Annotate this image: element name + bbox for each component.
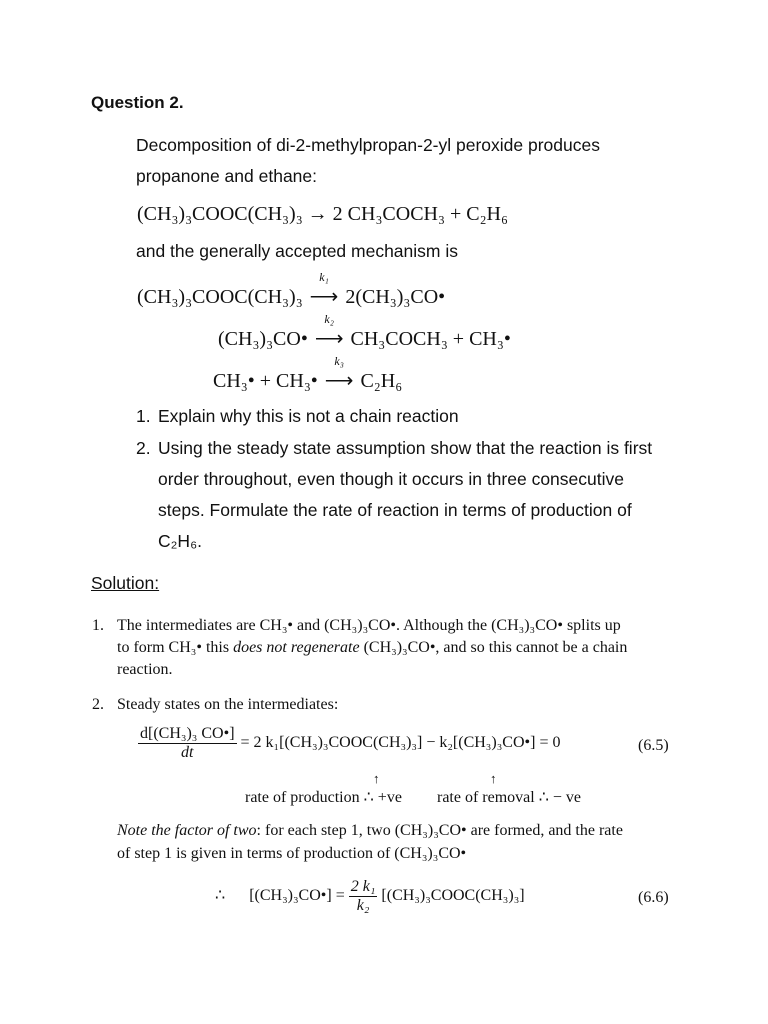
eq66-fraction [349, 878, 378, 915]
eq66-label: (6.6) [638, 889, 669, 906]
solution-title: Solution: [91, 573, 160, 593]
step-3-arrow: k₃ ⟶ [324, 354, 354, 392]
step-1-arrow: k₁ ⟶ [309, 270, 339, 308]
mechanism-step-1 [137, 270, 446, 309]
eq65-label: (6.5) [638, 737, 669, 754]
solution-2-number: 2. [92, 696, 104, 713]
equation-6-5 [138, 725, 560, 762]
step-3-rhs: C₂H₆ [360, 370, 403, 392]
solution-1-line-2-c: (CH₃)₃CO•, and so this cannot be a chain [359, 639, 628, 656]
note-line-2: of step 1 is given in terms of production of (CH₃)₃CO• [117, 845, 467, 862]
item-1-number: 1. [136, 406, 151, 426]
solution-1-line-3: reaction. [117, 661, 173, 678]
step-3-rate-constant: k₃ [334, 354, 344, 368]
eq65-numerator: d[(CH₃)₃ CO•] [140, 725, 235, 742]
solution-1-emphasis: does not regenerate [233, 639, 360, 656]
item-2-line-2: order throughout, even though it occurs in three consecutive [158, 469, 624, 489]
eq65-denominator: dt [181, 744, 194, 761]
step-2-rate-constant: k₂ [324, 312, 334, 326]
arrow-removal: ↑ [490, 771, 497, 786]
mechanism-step-2 [218, 312, 511, 351]
overall-equation: (CH₃)₃COOC(CH₃)₃ → 2 CH₃COCH₃ + C₂H₆ [137, 203, 508, 225]
step-2-lhs: (CH₃)₃CO• [218, 328, 308, 350]
note-rest: : for each step 1, two (CH₃)₃CO• are formed, and the rate [256, 822, 623, 839]
mechanism-intro: and the generally accepted mechanism is [136, 241, 458, 261]
intro-line-2: propanone and ethane: [136, 166, 317, 186]
item-1-line: Explain why this is not a chain reaction [158, 406, 459, 426]
solution-1-number: 1. [92, 617, 104, 634]
item-2-number: 2. [136, 438, 151, 458]
eq66-therefore: ∴ [215, 887, 226, 905]
solution-1-line-2 [117, 639, 627, 657]
eq66-lhs: [(CH₃)₃CO•] = [249, 887, 345, 905]
eq66-rhs: [(CH₃)₃COOC(CH₃)₃] [381, 887, 525, 905]
step-3-lhs: CH₃• + CH₃• [213, 370, 318, 392]
solution-1-line-2-a: to form CH₃• this [117, 639, 234, 656]
note-italic: Note the factor of two [117, 822, 257, 839]
eq66-numerator: 2 k₁ [350, 878, 376, 895]
arrow-production: ↑ [373, 771, 380, 786]
step-1-lhs: (CH₃)₃COOC(CH₃)₃ [137, 286, 303, 308]
item-2-line-4: C₂H₆. [158, 531, 202, 551]
question-title: Question 2. [91, 93, 184, 112]
solution-1-line-1: The intermediates are CH₃• and (CH₃)₃CO•. Although the (CH₃)₃CO• splits up [117, 617, 621, 634]
step-2-rhs: CH₃COCH₃ + CH₃• [350, 328, 511, 350]
item-2-line-1: Using the steady state assumption show that the reaction is first [158, 438, 653, 458]
mechanism-step-3 [213, 354, 403, 393]
production-label: rate of production ∴ +ve [245, 789, 402, 806]
eq66-denominator: k₂ [356, 897, 370, 914]
step-1-rate-constant: k₁ [319, 270, 329, 284]
note-line-1 [117, 822, 623, 840]
step-1-rhs: 2(CH₃)₃CO• [345, 286, 446, 308]
eq65-rhs: = 2 k₁[(CH₃)₃COOC(CH₃)₃] − k₂[(CH₃)₃CO•] = 0 [240, 734, 561, 752]
equation-6-6 [215, 878, 525, 915]
item-2-line-3: steps. Formulate the rate of reaction in terms of production of [158, 500, 632, 520]
intro-line-1: Decomposition of di-2-methylpropan-2-yl peroxide produces [136, 135, 600, 155]
removal-label: rate of removal ∴ − ve [437, 789, 582, 806]
step-2-arrow: k₂ ⟶ [314, 312, 344, 350]
solution-2-line-1: Steady states on the intermediates: [117, 696, 339, 713]
eq65-fraction [138, 725, 237, 762]
